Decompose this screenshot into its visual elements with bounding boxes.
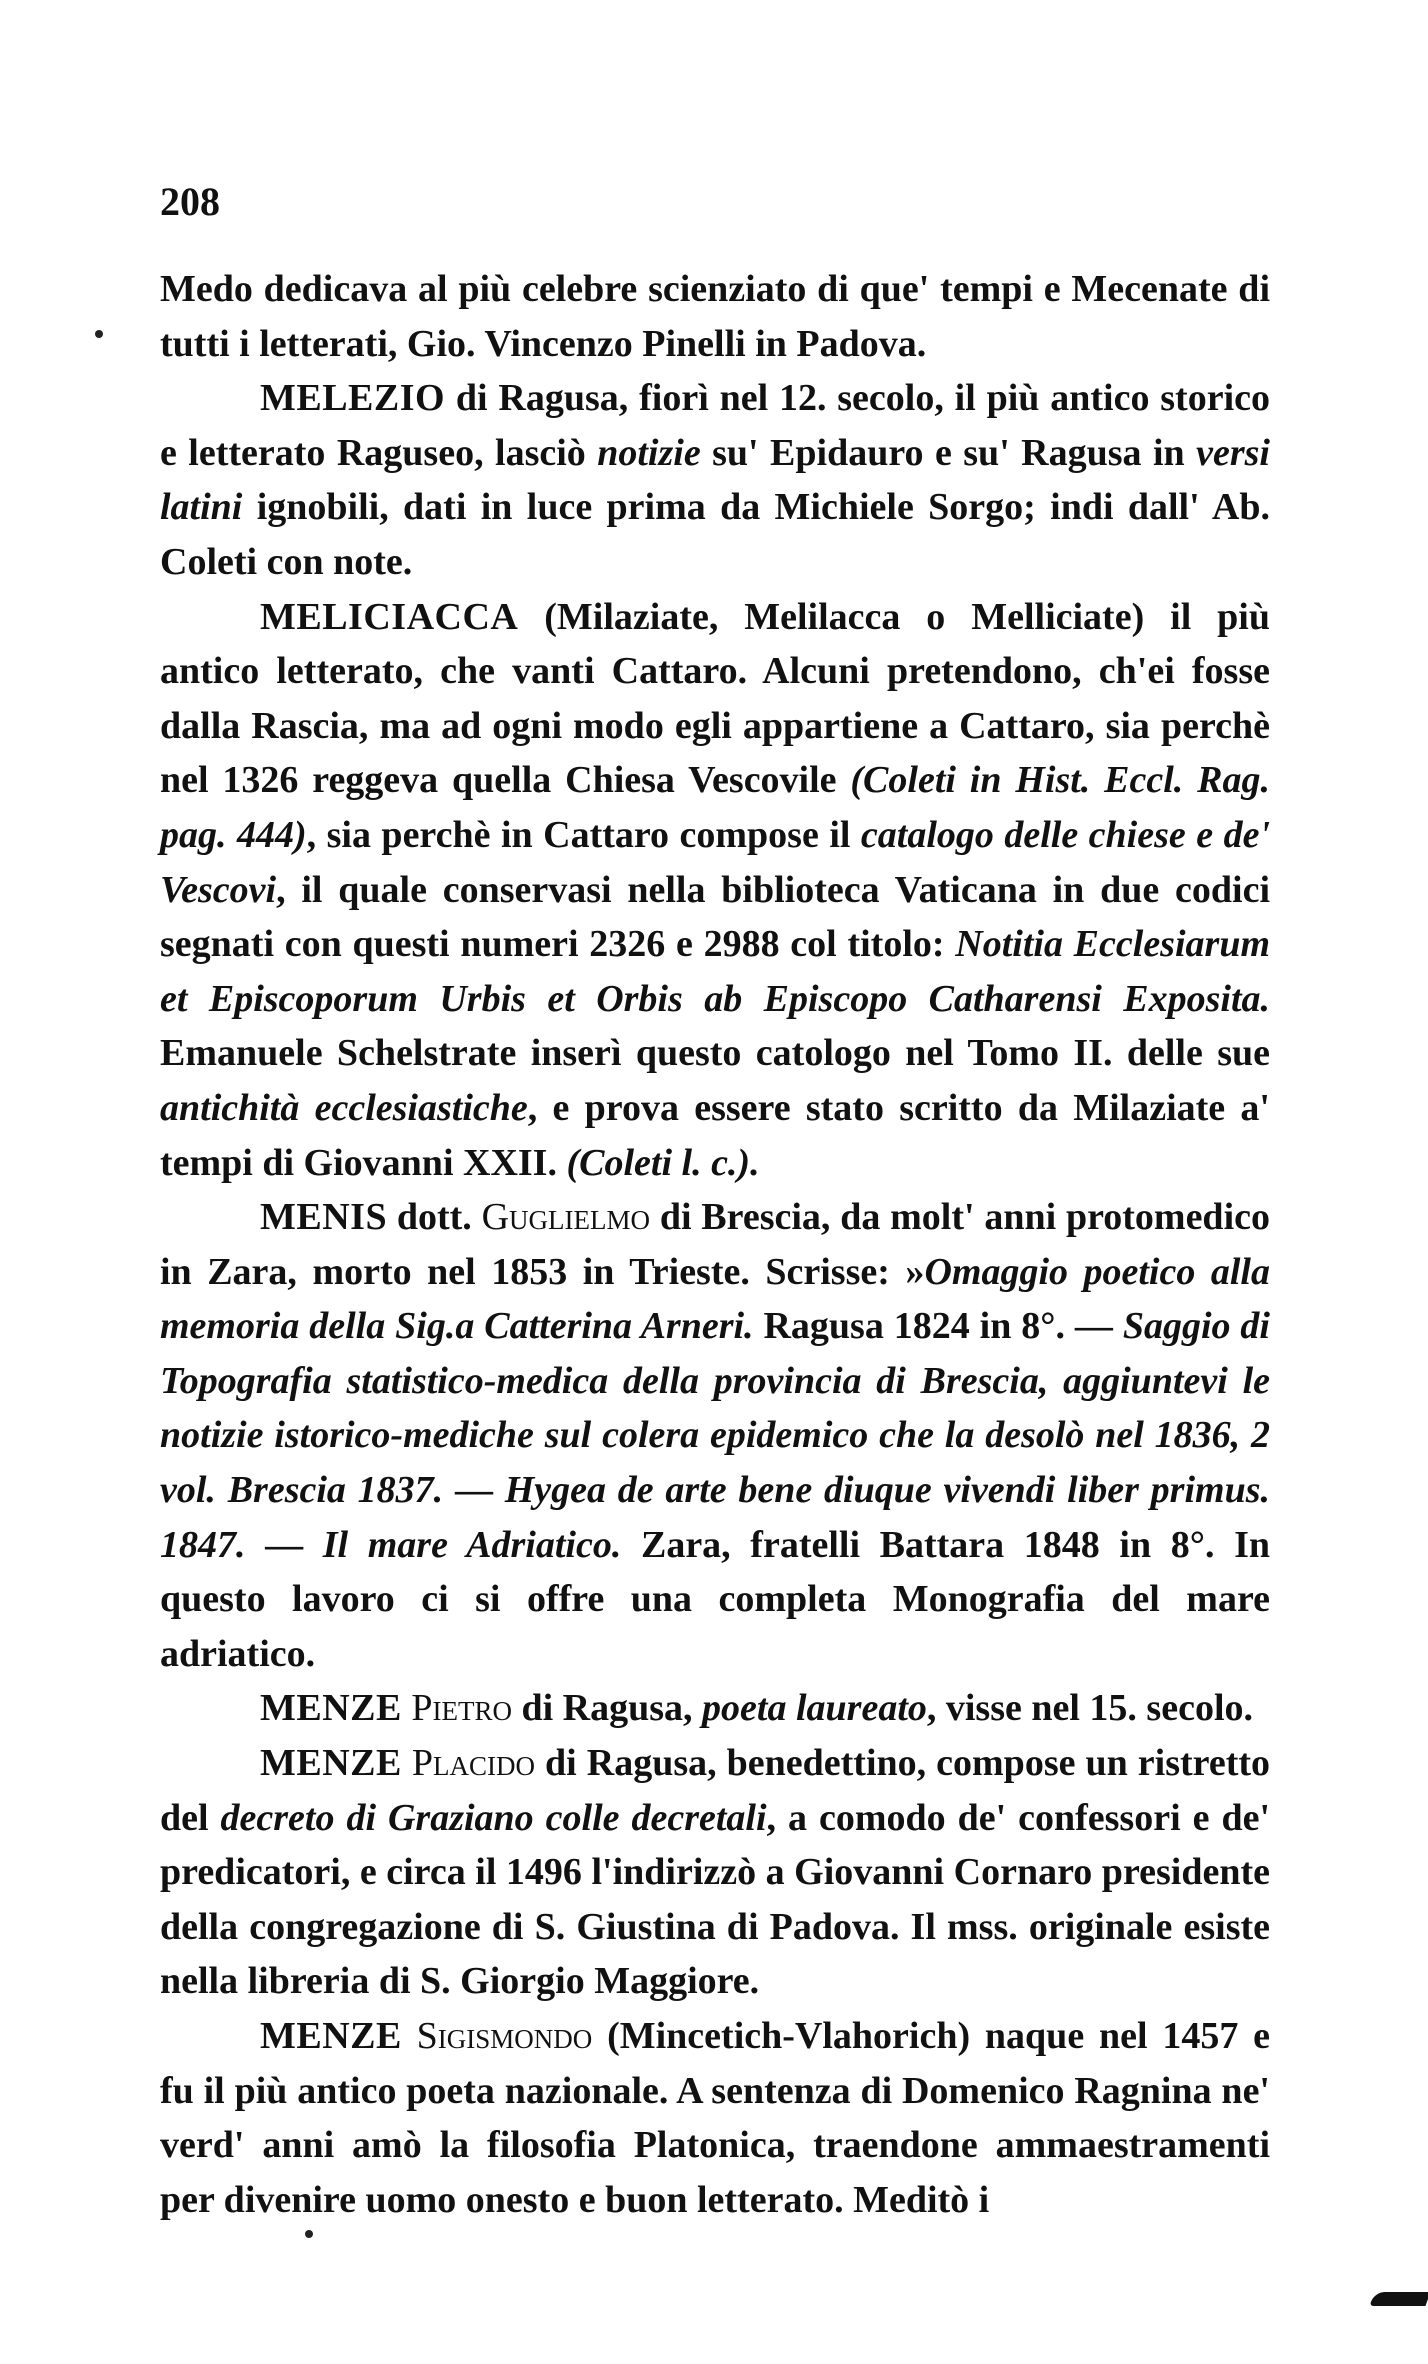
text-run: dott.	[387, 1196, 482, 1239]
italic-text: Notitia Ecclesiarum et Episcoporum Urbis et Orbis ab Episcopo Catharensi Exposita.	[160, 923, 1271, 1020]
paragraph	[160, 590, 1270, 1191]
margin-dot	[95, 330, 103, 338]
italic-text: poeta laureato	[702, 1687, 927, 1730]
page-number: 208	[160, 179, 220, 224]
given-name: Placido	[411, 1742, 536, 1785]
italic-text: Il mare Adriatico.	[322, 1523, 622, 1566]
scan-smudge	[1369, 2292, 1428, 2306]
text-run: Zara, fratelli Battara 1848 in 8°. In questo lavoro ci si offre una completa Monografia del mare adriatico.	[160, 1523, 1270, 1675]
given-name: Guglielmo	[481, 1196, 651, 1239]
entry-heading: MENZE	[260, 1742, 402, 1785]
text-run: (Mincetich-Vlahorich) naque nel 1457 e fu il più antico poeta nazionale. A sentenza di Domenico Ragnina ne' verd' anni amò la filosofia Platonica, traendone ammaestramenti per divenire uomo onesto e buon letterato. Meditò i	[160, 2015, 1270, 2221]
text-run: di Ragusa,	[511, 1687, 703, 1730]
margin-dot	[305, 2230, 313, 2238]
text-run: Medo dedicava al più celebre scienziato di que' tempi e Mecenate di tutti i letterati, Gio. Vincenzo Pinelli in Padova.	[160, 268, 1270, 365]
paragraph	[160, 1681, 1270, 1736]
paragraph	[160, 1190, 1270, 1681]
italic-text: notizie	[597, 431, 701, 474]
text-run: ignobili, dati in luce prima da Michiele Sorgo; indi dall' Ab. Coleti con note.	[160, 486, 1270, 583]
text-run: , il quale conservasi nella biblioteca Vaticana in due codici segnati con questi numeri 2326 e 2988 col titolo:	[160, 868, 1270, 966]
paragraph	[160, 1736, 1270, 2009]
body-text	[160, 262, 1270, 2227]
text-run: —	[443, 1469, 505, 1512]
text-run: di Brescia, da molt' anni protomedico in Zara, morto nel 1853 in Trieste. Scrisse: »	[160, 1196, 1270, 1293]
paragraph	[160, 371, 1270, 589]
text-run: , visse nel 15. secolo.	[926, 1687, 1254, 1730]
italic-text: antichità ecclesiastiche	[160, 1086, 528, 1129]
text-run: (Milaziate, Melilacca o Melliciate) il più antico letterato, che vanti Cattaro. Alcuni pretendono, ch'ei fosse dalla Rascia, ma ad ogni modo egli appartiene a Cattaro, sia perchè nel 1326 reggeva quella Chiesa Vescovile	[160, 595, 1270, 802]
text-run: , e prova essere stato scritto da Milaziate a' tempi di Giovanni XXII.	[160, 1086, 1270, 1184]
text-run: , a comodo de' confessori e de' predicatori, e circa il 1496 l'indirizzò a Giovanni Cornaro presidente della congregazione di S. Giustina di Padova. Il mss. originale esiste nella libreria di S. Giorgio Maggiore.	[160, 1796, 1270, 2003]
paragraph	[160, 262, 1270, 371]
italic-text: Saggio di Topografia statistico-medica della provincia di Brescia, aggiuntevi le notizie istorico-mediche sul colera epidemico che la desolò nel 1836, 2 vol. Brescia 1837.	[160, 1305, 1270, 1512]
entry-heading: MENZE	[260, 1687, 402, 1730]
italic-text: catalogo delle chiese e de' Vescovi	[160, 813, 1271, 911]
entry-heading: MELICIACCA	[260, 595, 519, 638]
entry-heading: MENIS	[260, 1196, 388, 1239]
given-name: Pietro	[411, 1687, 512, 1730]
text-run: su' Epidauro e su' Ragusa in	[700, 431, 1197, 474]
italic-text: versi latini	[160, 431, 1270, 529]
text-run: di Ragusa, benedettino, compose un ristretto del	[160, 1742, 1271, 1839]
italic-text: (Coleti in Hist. Eccl. Rag. pag. 444)	[160, 759, 1270, 856]
italic-text: decreto di Graziano colle decretali	[220, 1796, 767, 1839]
text-run: Emanuele Schelstrate inserì questo catologo nel Tomo II. delle sue	[160, 1032, 1270, 1075]
italic-text: Hygea de arte bene diuque vivendi liber primus. 1847.	[160, 1469, 1271, 1566]
given-name: Sigismondo	[416, 2015, 593, 2057]
text-run: Ragusa 1824 in 8°. —	[753, 1305, 1123, 1348]
italic-text: (Coleti l. c.).	[566, 1141, 760, 1184]
italic-text: Omaggio poetico alla memoria della Sig.a Catterina Arneri.	[160, 1250, 1270, 1348]
text-run: , sia perchè in Cattaro compose il	[306, 813, 861, 856]
text-run: —	[245, 1523, 323, 1566]
paragraph	[160, 2009, 1270, 2227]
text-run: di Ragusa, fiorì nel 12. secolo, il più antico storico e letterato Raguseo, lasciò	[160, 377, 1270, 474]
entry-heading: MELEZIO	[260, 377, 446, 420]
text-run	[402, 2015, 417, 2057]
entry-heading: MENZE	[260, 2015, 402, 2057]
text-run	[402, 1687, 412, 1729]
text-run	[402, 1742, 412, 1784]
